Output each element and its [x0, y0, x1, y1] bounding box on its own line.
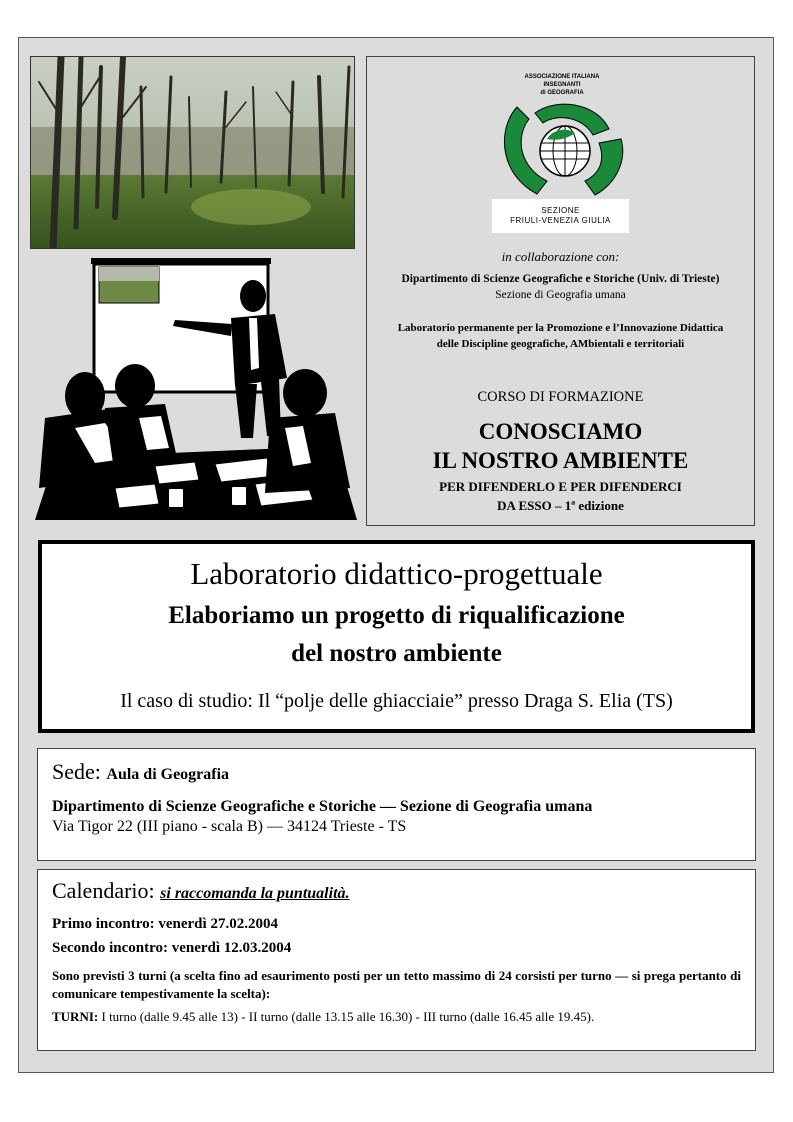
laboratory-box [38, 540, 755, 733]
shifts-label: TURNI: [52, 1009, 99, 1024]
collaboration-laboratory: Laboratorio permanente per la Promozione e l’Innovazione Didattica delle Discipline geografiche, AMbientali e territoriali [397, 322, 724, 350]
calendar-heading [52, 876, 741, 909]
venue-room: Aula di Geografia [106, 766, 230, 783]
venue-label: Sede: [52, 759, 101, 784]
calendar-box [37, 869, 756, 1051]
collaboration-section: Sezione di Geografia umana [495, 289, 626, 301]
laboratory-heading-line2: del nostro ambiente [291, 640, 502, 667]
second-meeting: Secondo incontro: venerdì 12.03.2004 [52, 940, 292, 956]
calendar-label: Calendario: [52, 878, 155, 903]
association-logo [487, 71, 637, 241]
venue-address: Via Tigor 22 (III piano - scala B) — 34124 Trieste - TS [52, 818, 407, 835]
venue-box [37, 748, 756, 861]
classroom-illustration [35, 258, 357, 520]
course-type: CORSO DI FORMAZIONE [477, 389, 644, 405]
laboratory-title: Laboratorio didattico-progettuale [190, 556, 603, 591]
calendar-note: si raccomanda la puntualità. [160, 885, 350, 902]
laboratory-heading-line1: Elaboriamo un progetto di riqualificazione [168, 602, 625, 629]
collaboration-intro: in collaborazione con: [501, 249, 620, 264]
globe-emblem-icon [487, 99, 637, 199]
first-meeting: Primo incontro: venerdì 27.02.2004 [52, 916, 278, 932]
logo-section-label: SEZIONE FRIULI-VENEZIA GIULIA [492, 199, 629, 233]
course-title-line2: IL NOSTRO AMBIENTE [432, 448, 689, 473]
venue-heading [52, 759, 741, 788]
landscape-photo [30, 56, 355, 249]
shifts-line [52, 1009, 741, 1025]
collaboration-department: Dipartimento di Scienze Geografiche e Storiche (Univ. di Trieste) [401, 273, 720, 285]
course-info-panel [366, 56, 755, 526]
shifts-info: Sono previsti 3 turni (a scelta fino ad esaurimento posti per un tetto massimo di 24 corsisti per turno — si prega pertanto di comunicare tempestivamente la scelta): [52, 968, 741, 1001]
venue-department: Dipartimento di Scienze Geografiche e Storiche — Sezione di Geografia umana [52, 798, 593, 815]
course-subtitle-line1: PER DIFENDERLO E PER DIFENDERCI [439, 479, 682, 494]
laboratory-case-study: Il caso di studio: Il “polje delle ghiacciaie” presso Draga S. Elia (TS) [120, 690, 673, 712]
logo-org-name: ASSOCIAZIONE ITALIANA INSEGNANTI di GEOGRAFIA [524, 74, 600, 96]
course-title-line1: CONOSCIAMO [478, 419, 643, 444]
course-subtitle-line2: DA ESSO – 1ª edizione [497, 498, 624, 513]
shifts-times: I turno (dalle 9.45 alle 13) - II turno (dalle 13.15 alle 16.30) - III turno (dalle 16.45 alle 19.45). [101, 1009, 595, 1024]
